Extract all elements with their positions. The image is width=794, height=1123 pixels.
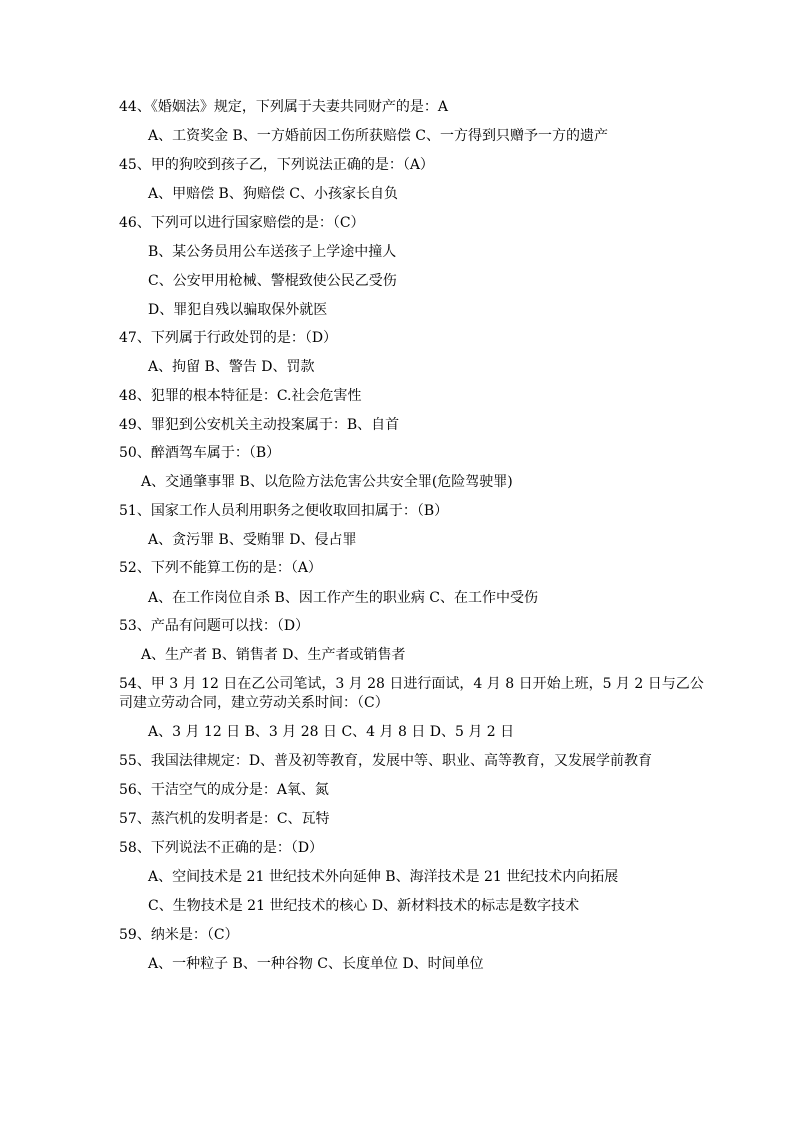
options-44: A、工资奖金 B、一方婚前因工伤所获赔偿 C、一方得到只赠予一方的遗产 (148, 128, 609, 144)
question-47: 47、下列属于行政处罚的是：（D） (119, 330, 338, 346)
question-51: 51、国家工作人员利用职务之便收取回扣属于：（B） (119, 503, 449, 519)
options-54: A、3 月 12 日 B、3 月 28 日 C、4 月 8 日 D、5 月 2 日 (148, 724, 515, 740)
question-48: 48、犯罪的根本特征是：C.社会危害性 (119, 388, 362, 404)
options-58-cd: C、生物技术是 21 世纪技术的核心 D、新材料技术的标志是数字技术 (148, 898, 580, 914)
question-49: 49、罪犯到公安机关主动投案属于：B、自首 (119, 417, 400, 433)
question-50: 50、醉酒驾车属于：（B） (119, 445, 281, 461)
options-58-ab: A、空间技术是 21 世纪技术外向延伸 B、海洋技术是 21 世纪技术内向拓展 (148, 869, 619, 885)
option-46-d: D、罪犯自残以骗取保外就医 (148, 302, 328, 318)
options-50: A、交通肇事罪 B、以危险方法危害公共安全罪(危险驾驶罪) (141, 474, 513, 490)
question-54-line1: 54、甲 3 月 12 日在乙公司笔试，3 月 28 日进行面试，4 月 8 日开始上班，5 月 2 日与乙公 (119, 676, 704, 692)
options-53: A、生产者 B、销售者 D、生产者或销售者 (141, 647, 406, 663)
options-45: A、甲赔偿 B、狗赔偿 C、小孩家长自负 (148, 186, 399, 202)
question-58: 58、下列说法不正确的是：（D） (119, 840, 324, 856)
question-44: 44、《婚姻法》规定，下列属于夫妻共同财产的是：A (119, 99, 448, 115)
options-59: A、一种粒子 B、一种谷物 C、长度单位 D、时间单位 (148, 956, 484, 972)
question-45: 45、甲的狗咬到孩子乙，下列说法正确的是：（A） (119, 157, 434, 173)
option-46-b: B、某公务员用公车送孩子上学途中撞人 (148, 244, 397, 260)
question-54-line2: 司建立劳动合同，建立劳动关系时间：（C） (119, 695, 389, 711)
question-55: 55、我国法律规定：D、普及初等教育，发展中等、职业、高等教育，又发展学前教育 (119, 753, 653, 769)
question-46: 46、下列可以进行国家赔偿的是：（C） (119, 215, 365, 231)
question-56: 56、干洁空气的成分是：A氧、氮 (119, 782, 329, 798)
question-52: 52、下列不能算工伤的是：（A） (119, 560, 322, 576)
question-53: 53、产品有问题可以找：（D） (119, 618, 310, 634)
options-52: A、在工作岗位自杀 B、因工作产生的职业病 C、在工作中受伤 (148, 590, 539, 606)
option-46-c: C、公安甲用枪械、警棍致使公民乙受伤 (148, 273, 397, 289)
options-51: A、贪污罪 B、受贿罪 D、侵占罪 (148, 532, 357, 548)
question-59: 59、纳米是：（C） (119, 927, 239, 943)
options-47: A、拘留 B、警告 D、罚款 (148, 359, 315, 375)
question-57: 57、蒸汽机的发明者是：C、瓦特 (119, 811, 330, 827)
